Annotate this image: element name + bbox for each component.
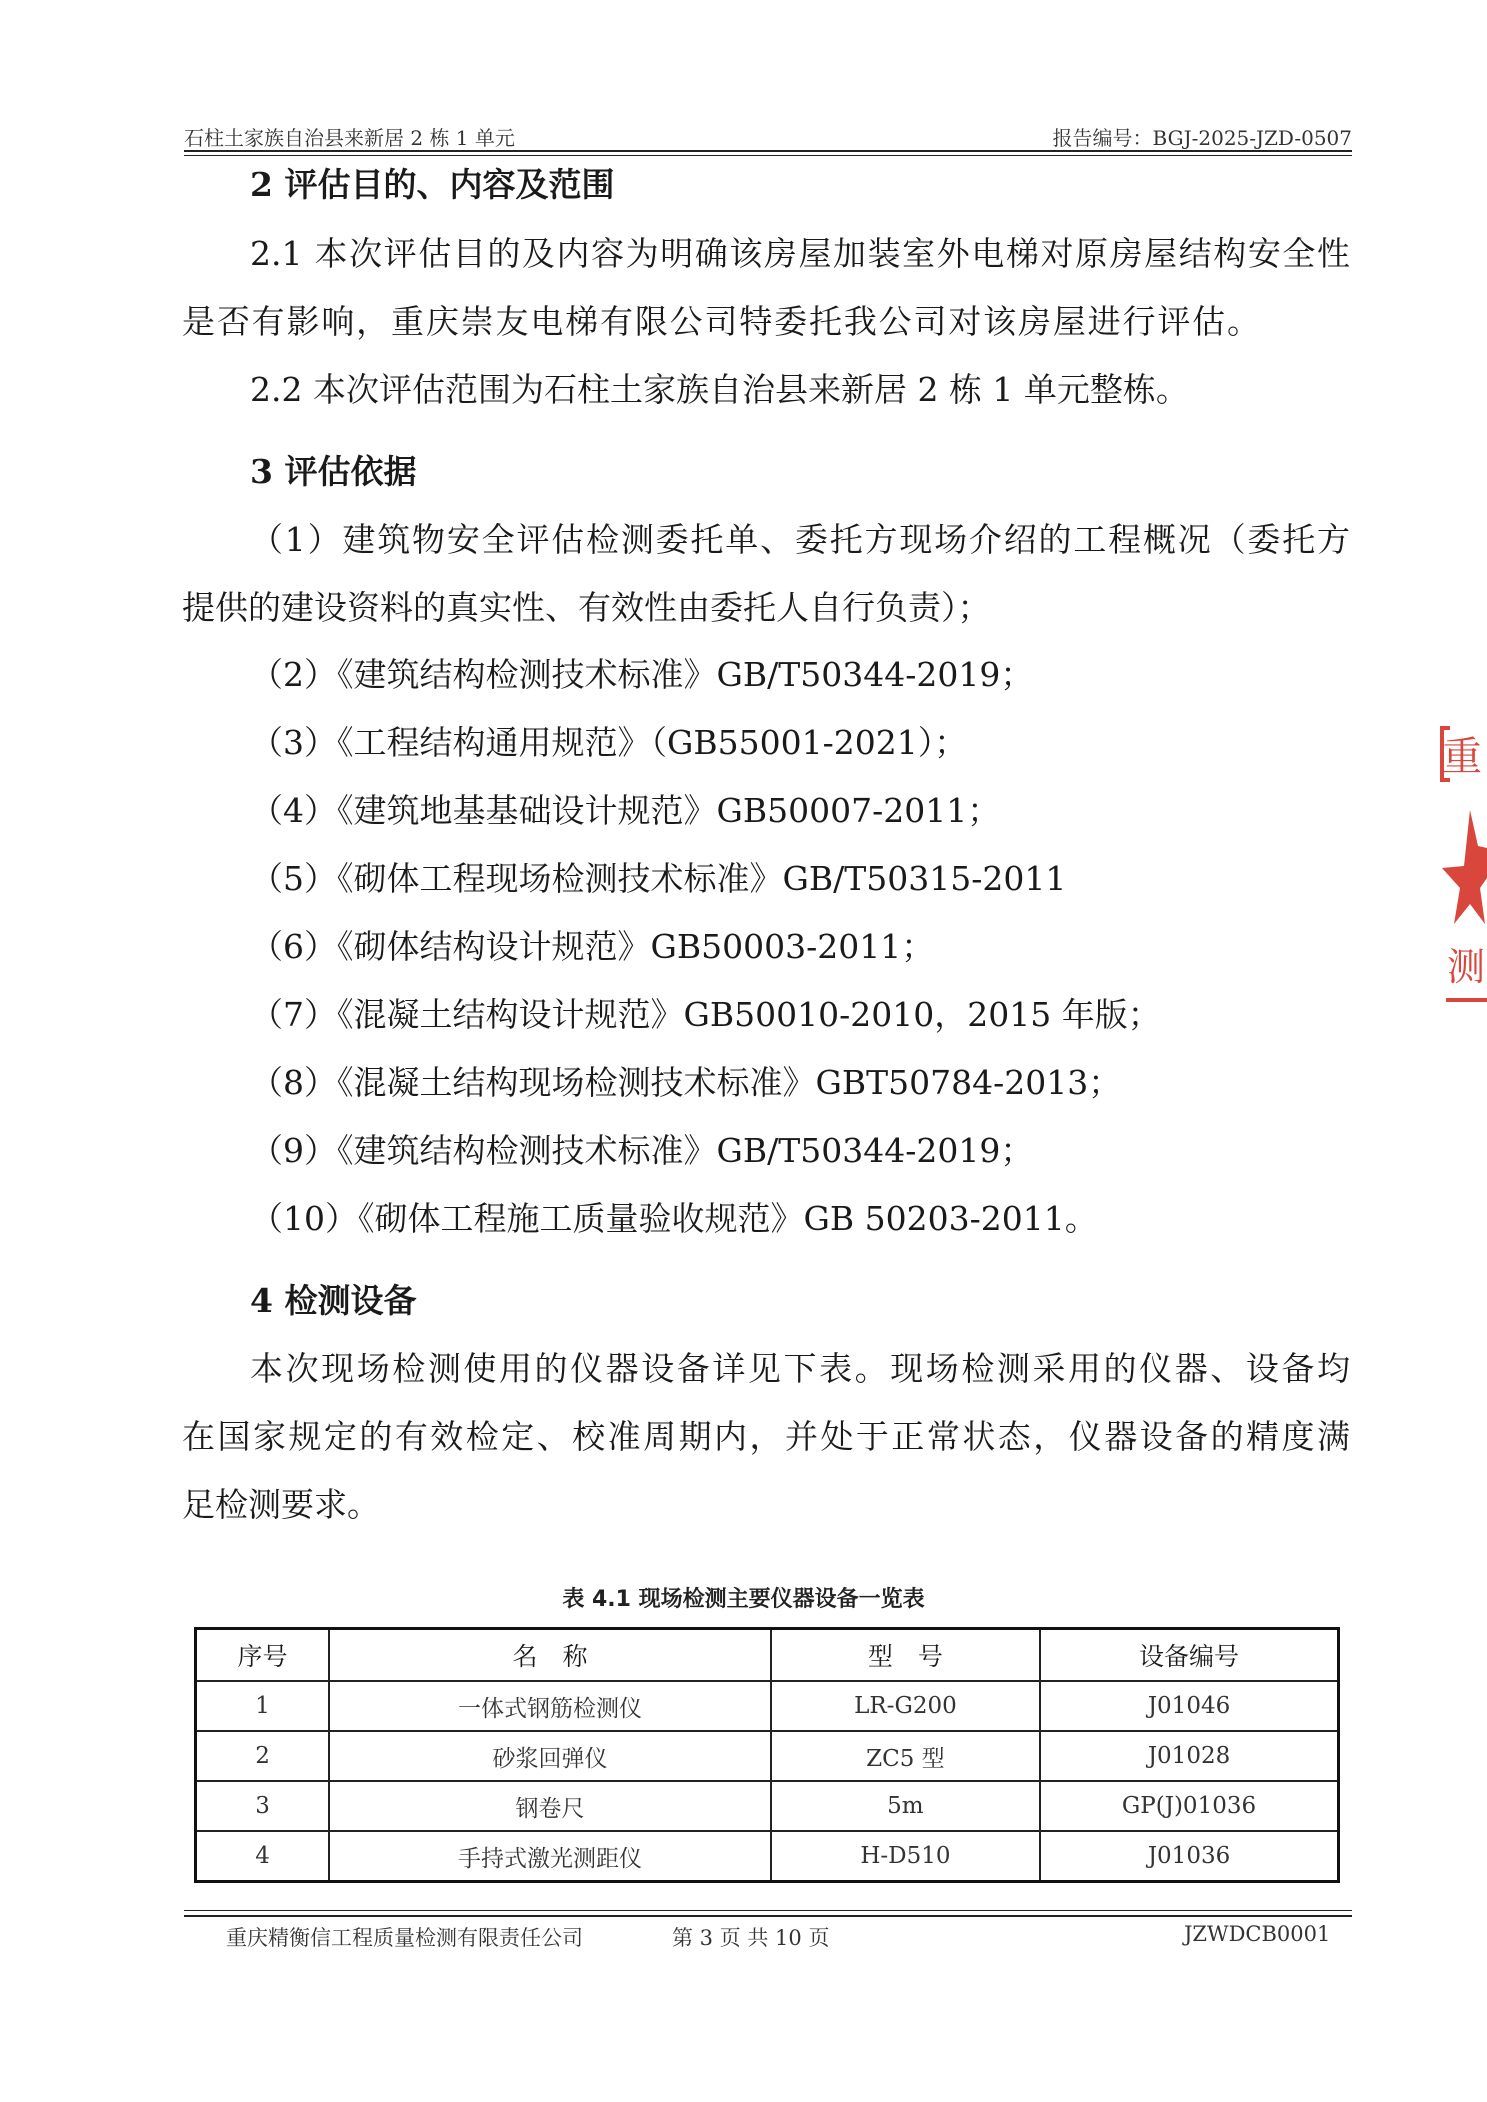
column-header-index: 序号 (196, 1629, 330, 1682)
section-2-1-line-1: 2.1 本次评估目的及内容为明确该房屋加装室外电梯对原房屋结构安全性 (250, 234, 1350, 273)
cell-name: 手持式激光测距仪 (329, 1831, 771, 1882)
reference-item: （9）《建筑结构检测技术标准》GB/T50344-2019； (250, 1131, 1034, 1170)
reference-item: （2）《建筑结构检测技术标准》GB/T50344-2019； (250, 655, 1034, 694)
table-header-row (196, 1629, 1339, 1682)
cell-name: 一体式钢筋检测仪 (329, 1681, 771, 1731)
reference-item: （4）《建筑地基基础设计规范》GB50007-2011； (250, 791, 1001, 830)
column-header-name: 名 称 (329, 1629, 771, 1682)
reference-item: （6）《砌体结构设计规范》GB50003-2011； (250, 927, 935, 966)
section-4-line-1: 本次现场检测使用的仪器设备详见下表。现场检测采用的仪器、设备均 (250, 1349, 1350, 1388)
section-3-ref-1-line-1: （1）建筑物安全评估检测委托单、委托方现场介绍的工程概况（委托方 (250, 520, 1350, 559)
equipment-table (194, 1627, 1340, 1883)
footer-company: 重庆精衡信工程质量检测有限责任公司 (226, 1926, 583, 1950)
column-header-equipment-id: 设备编号 (1040, 1629, 1338, 1682)
header-rule-thin (184, 155, 1352, 156)
header-project-name: 石柱土家族自治县来新居 2 栋 1 单元 (184, 126, 515, 150)
table-row (196, 1781, 1339, 1831)
footer-rule (184, 1915, 1352, 1917)
table-row (196, 1681, 1339, 1731)
section-3-title: 3 评估依据 (250, 452, 417, 491)
reference-item: （10）《砌体工程施工质量验收规范》GB 50203-2011。 (250, 1199, 1098, 1238)
cell-equipment-id: GP(J)01036 (1040, 1781, 1338, 1831)
footer-rule-thin (184, 1910, 1352, 1911)
cell-model: LR-G200 (771, 1681, 1040, 1731)
section-4-title: 4 检测设备 (250, 1281, 417, 1320)
cell-equipment-id: J01036 (1040, 1831, 1338, 1882)
header-report-number: 报告编号：BGJ-2025-JZD-0507 (1052, 126, 1352, 150)
section-3-ref-1-line-2: 提供的建设资料的真实性、有效性由委托人自行负责）； (182, 588, 991, 627)
company-seal-stamp (1436, 718, 1487, 1018)
seal-char-top: 重 (1442, 734, 1482, 780)
header-rule (184, 150, 1352, 152)
footer-page-number: 第 3 页 共 10 页 (672, 1926, 830, 1950)
seal-char-bottom: 测 (1446, 945, 1486, 989)
section-2-2: 2.2 本次评估范围为石柱土家族自治县来新居 2 栋 1 单元整栋。 (250, 370, 1189, 409)
table-row (196, 1731, 1339, 1781)
cell-model: ZC5 型 (771, 1731, 1040, 1781)
table-caption: 表 4.1 现场检测主要仪器设备一览表 (562, 1587, 925, 1612)
reference-item: （8）《混凝土结构现场检测技术标准》GBT50784-2013； (250, 1063, 1122, 1102)
column-header-model: 型 号 (771, 1629, 1040, 1682)
table-row (196, 1831, 1339, 1882)
cell-name: 钢卷尺 (329, 1781, 771, 1831)
reference-item: （7）《混凝土结构设计规范》GB50010-2010，2015 年版； (250, 995, 1161, 1034)
cell-index: 4 (196, 1831, 330, 1882)
reference-item: （5）《砌体工程现场检测技术标准》GB/T50315-2011 (250, 859, 1067, 898)
cell-name: 砂浆回弹仪 (329, 1731, 771, 1781)
cell-equipment-id: J01028 (1040, 1731, 1338, 1781)
cell-index: 3 (196, 1781, 330, 1831)
footer-form-code: JZWDCB0001 (1184, 1922, 1331, 1946)
seal-star-icon (1442, 810, 1487, 924)
cell-equipment-id: J01046 (1040, 1681, 1338, 1731)
cell-model: H-D510 (771, 1831, 1040, 1882)
page-header (184, 118, 1352, 148)
section-2-1-line-2: 是否有影响，重庆崇友电梯有限公司特委托我公司对该房屋进行评估。 (182, 302, 1260, 341)
section-4-line-3: 足检测要求。 (182, 1485, 380, 1524)
cell-index: 1 (196, 1681, 330, 1731)
section-4-line-2: 在国家规定的有效检定、校准周期内，并处于正常状态，仪器设备的精度满 (182, 1417, 1350, 1456)
cell-index: 2 (196, 1731, 330, 1781)
section-2-title: 2 评估目的、内容及范围 (250, 165, 615, 204)
reference-item: （3）《工程结构通用规范》（GB55001-2021）； (250, 723, 968, 762)
cell-model: 5m (771, 1781, 1040, 1831)
